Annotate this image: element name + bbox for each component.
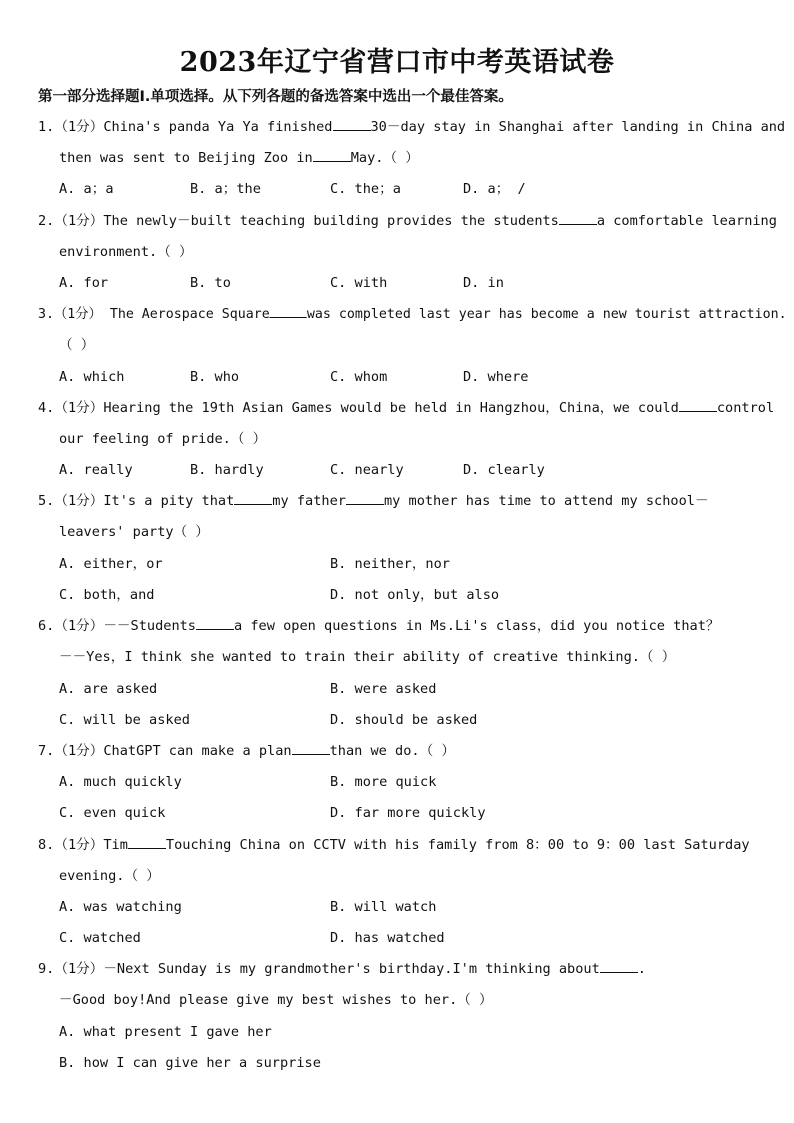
question-5-option-b: B. neither，nor xyxy=(330,556,450,572)
question-5-option-c: C. both，and xyxy=(59,587,155,603)
question-2-line-1: 2.（1分）The newly－built teaching building provides the students a comfortable learning xyxy=(38,213,777,229)
question-4-option-a: A. really xyxy=(59,462,133,478)
question-4-option-c: C. nearly xyxy=(330,462,404,478)
question-6-option-d: D. should be asked xyxy=(330,712,478,728)
question-1-option-a: A. a；a xyxy=(59,181,114,197)
question-6-option-c: C. will be asked xyxy=(59,712,190,728)
question-6-line-1: 6.（1分）－－Students a few open questions in Ms.Li's class，did you notice that？ xyxy=(38,618,720,634)
question-3-option-c: C. whom xyxy=(330,369,388,385)
question-2-line-2: environment.（ ） xyxy=(59,244,193,260)
question-7-option-d: D. far more quickly xyxy=(330,805,486,821)
question-3-line-2: （ ） xyxy=(59,337,95,353)
question-8-line-1: 8.（1分）Tim Touching China on CCTV with his family from 8：00 to 9：00 last Saturday xyxy=(38,837,750,853)
question-5-line-2: leavers' party（ ） xyxy=(59,524,209,540)
question-2-option-b: B. to xyxy=(190,275,231,291)
question-4-line-2: our feeling of pride.（ ） xyxy=(59,431,267,447)
question-2-option-d: D. in xyxy=(463,275,504,291)
question-6-option-a: A. are asked xyxy=(59,681,158,697)
question-7-line-1: 7.（1分）ChatGPT can make a plan than we do.（ ） xyxy=(38,743,455,759)
question-9-line-2: －Good boy!And please give my best wishes to her.（ ） xyxy=(59,992,493,1008)
question-9-option-b: B. how I can give her a surprise xyxy=(59,1055,321,1071)
question-5-option-d: D. not only，but also xyxy=(330,587,500,603)
section-heading: 第一部分选择题Ⅰ.单项选择。从下列各题的备选答案中选出一个最佳答案。 xyxy=(38,89,513,105)
question-9-option-a: A. what present I gave her xyxy=(59,1024,272,1040)
question-8-option-a: A. was watching xyxy=(59,899,182,915)
question-3-option-a: A. which xyxy=(59,369,125,385)
question-9-line-1: 9.（1分）－Next Sunday is my grandmother's birthday.I'm thinking about . xyxy=(38,961,646,977)
question-4-option-d: D. clearly xyxy=(463,462,545,478)
question-5-line-1: 5.（1分）It's a pity that my father my mother has time to attend my school－ xyxy=(38,493,709,509)
page-title: 2023年辽宁省营口市中考英语试卷 xyxy=(179,47,615,78)
question-4-option-b: B. hardly xyxy=(190,462,264,478)
question-8-option-c: C. watched xyxy=(59,930,141,946)
question-8-option-d: D. has watched xyxy=(330,930,445,946)
question-5-option-a: A. either，or xyxy=(59,556,163,572)
question-1-line-2: then was sent to Beijing Zoo in May.（ ） xyxy=(59,150,419,166)
question-1-option-d: D. a； / xyxy=(463,181,526,197)
question-3-line-1: 3.（1分） The Aerospace Square was completed last year has become a new tourist attraction. xyxy=(38,306,787,322)
question-3-option-d: D. where xyxy=(463,369,529,385)
question-8-line-2: evening.（ ） xyxy=(59,868,160,884)
question-4-line-1: 4.（1分）Hearing the 19th Asian Games would be held in Hangzhou，China，we could control xyxy=(38,400,775,416)
question-6-option-b: B. were asked xyxy=(330,681,437,697)
question-7-option-b: B. more quick xyxy=(330,774,437,790)
question-2-option-c: C. with xyxy=(330,275,388,291)
question-3-option-b: B. who xyxy=(190,369,240,385)
question-1-option-c: C. the；a xyxy=(330,181,401,197)
question-7-option-c: C. even quick xyxy=(59,805,166,821)
question-7-option-a: A. much quickly xyxy=(59,774,182,790)
question-2-option-a: A. for xyxy=(59,275,109,291)
question-8-option-b: B. will watch xyxy=(330,899,437,915)
question-1-line-1: 1.（1分）China's panda Ya Ya finished 30－day stay in Shanghai after landing in China and xyxy=(38,119,786,135)
question-6-line-2: －－Yes，I think she wanted to train their ability of creative thinking.（ ） xyxy=(59,649,676,665)
question-1-option-b: B. a；the xyxy=(190,181,261,197)
